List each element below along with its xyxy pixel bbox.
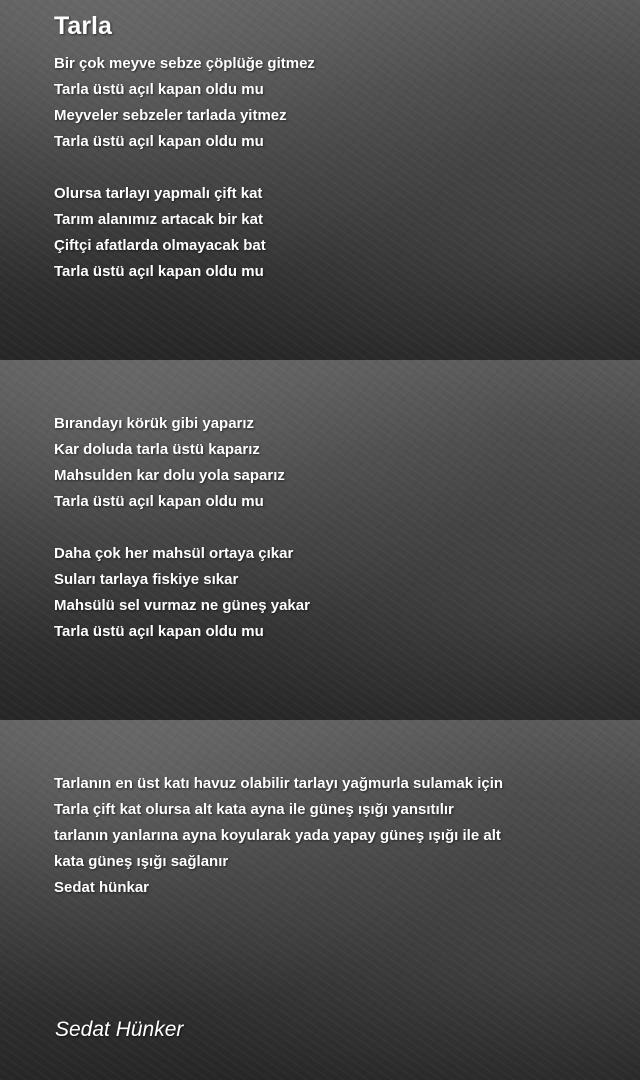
poem-line: Tarlanın en üst katı havuz olabilir tarlayı yağmurla sulamak için [54,775,504,792]
poem-line: Tarla üstü açıl kapan oldu mu [54,623,264,640]
poem-title: Tarla [54,12,112,40]
poem-line: Kar doluda tarla üstü kaparız [54,441,260,458]
poem-line: Mahsulden kar dolu yola saparız [54,467,285,484]
stanza-4 [54,541,310,645]
poem-line: Suları tarlaya fiskiye sıkar [54,571,239,588]
poem-panel-3 [0,720,640,1080]
poem-line: Çiftçi afatlarda olmayacak bat [54,237,266,254]
poem-line: Tarla çift kat olursa alt kata ayna ile güneş ışığı yansıtılır [54,801,454,818]
poem-line: Tarla üstü açıl kapan oldu mu [54,133,264,150]
stanza-1 [54,51,315,155]
stanza-3 [54,411,285,515]
poem-line: Meyveler sebzeler tarlada yitmez [54,107,287,124]
poem-line: Bırandayı körük gibi yaparız [54,415,255,432]
poem-line: Tarla üstü açıl kapan oldu mu [54,81,264,98]
poem-line: Tarla üstü açıl kapan oldu mu [54,263,264,280]
poem-line: kata güneş ışığı sağlanır [54,853,229,870]
stanza-2 [54,181,266,285]
poem-panel-2 [0,360,640,720]
poem-line: Daha çok her mahsül ortaya çıkar [54,545,294,562]
poem-line: Sedat hünkar [54,879,150,896]
poem-line: Tarla üstü açıl kapan oldu mu [54,493,264,510]
author-signature: Sedat Hünker [55,1018,184,1041]
poem-line: tarlanın yanlarına ayna koyularak yada yapay güneş ışığı ile alt [54,827,501,844]
poem-line: Bir çok meyve sebze çöplüğe gitmez [54,55,315,72]
poem-panel-1 [0,0,640,360]
poem-line: Olursa tarlayı yapmalı çift kat [54,185,263,202]
stanza-5 [54,771,503,901]
poem-line: Tarım alanımız artacak bir kat [54,211,263,228]
poem-line: Mahsülü sel vurmaz ne güneş yakar [54,597,310,614]
